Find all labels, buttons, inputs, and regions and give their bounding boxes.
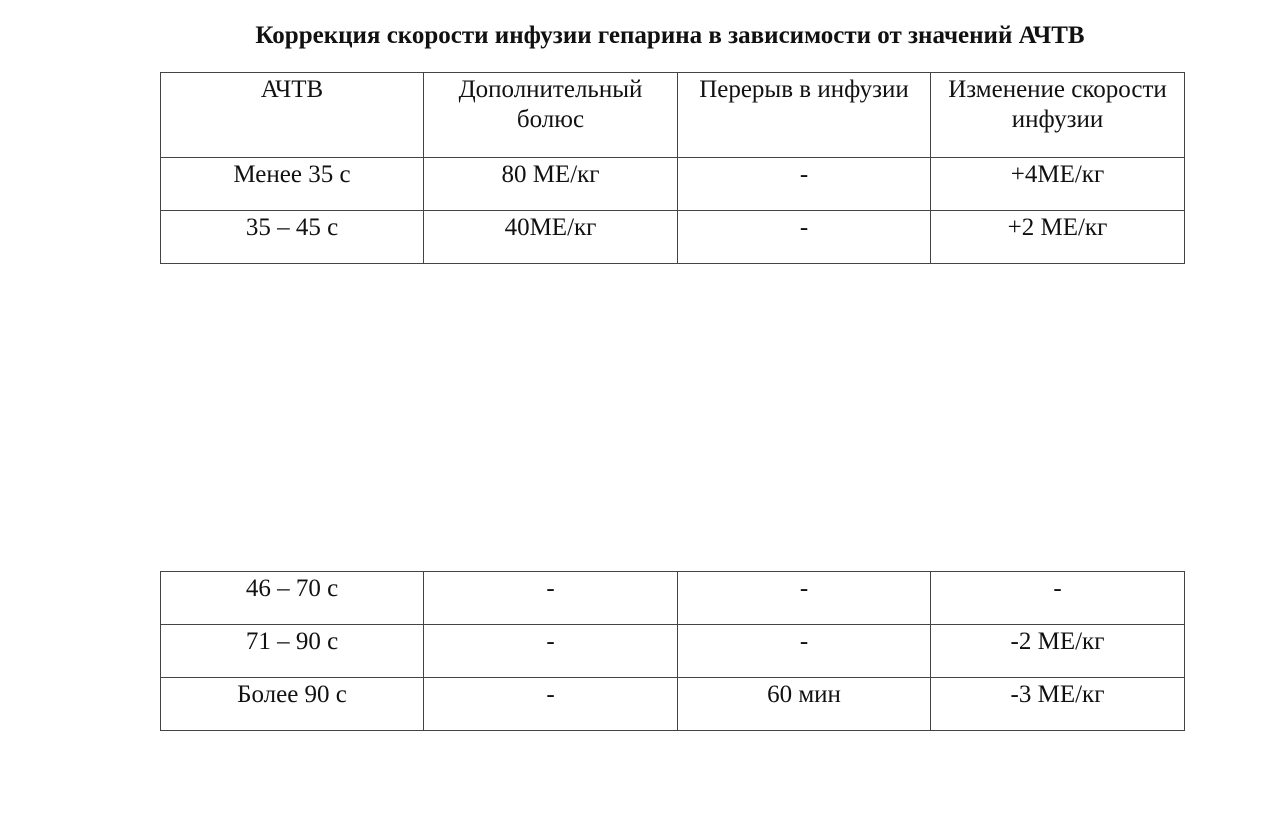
cell-bolus: - <box>424 572 678 625</box>
header-bolus: Дополнительный болюс <box>424 73 678 158</box>
document-title: Коррекция скорости инфузии гепарина в зависимости от значений АЧТВ <box>255 22 1085 49</box>
cell-aptt: Более 90 с <box>161 678 424 731</box>
header-pause: Перерыв в инфузии <box>678 73 931 158</box>
cell-aptt: 46 – 70 с <box>161 572 424 625</box>
cell-rate-change: +4МЕ/кг <box>931 158 1185 211</box>
table-row <box>161 211 1185 264</box>
heparin-table-bottom <box>160 571 1185 731</box>
cell-pause: 60 мин <box>678 678 931 731</box>
table-row <box>161 678 1185 731</box>
cell-pause: - <box>678 572 931 625</box>
cell-aptt: 35 – 45 с <box>161 211 424 264</box>
cell-rate-change: +2 МЕ/кг <box>931 211 1185 264</box>
cell-rate-change: - <box>931 572 1185 625</box>
cell-pause: - <box>678 211 931 264</box>
cell-bolus: 80 МЕ/кг <box>424 158 678 211</box>
cell-pause: - <box>678 158 931 211</box>
cell-aptt: Менее 35 с <box>161 158 424 211</box>
table-row <box>161 572 1185 625</box>
cell-bolus: - <box>424 625 678 678</box>
cell-aptt: 71 – 90 с <box>161 625 424 678</box>
table-row <box>161 158 1185 211</box>
cell-rate-change: -3 МЕ/кг <box>931 678 1185 731</box>
heparin-table-top <box>160 72 1185 264</box>
cell-bolus: - <box>424 678 678 731</box>
table-row <box>161 625 1185 678</box>
header-aptt: АЧТВ <box>161 73 424 158</box>
cell-pause: - <box>678 625 931 678</box>
cell-rate-change: -2 МЕ/кг <box>931 625 1185 678</box>
table-header-row <box>161 73 1185 158</box>
header-rate-change: Изменение скорости инфузии <box>931 73 1185 158</box>
cell-bolus: 40МЕ/кг <box>424 211 678 264</box>
